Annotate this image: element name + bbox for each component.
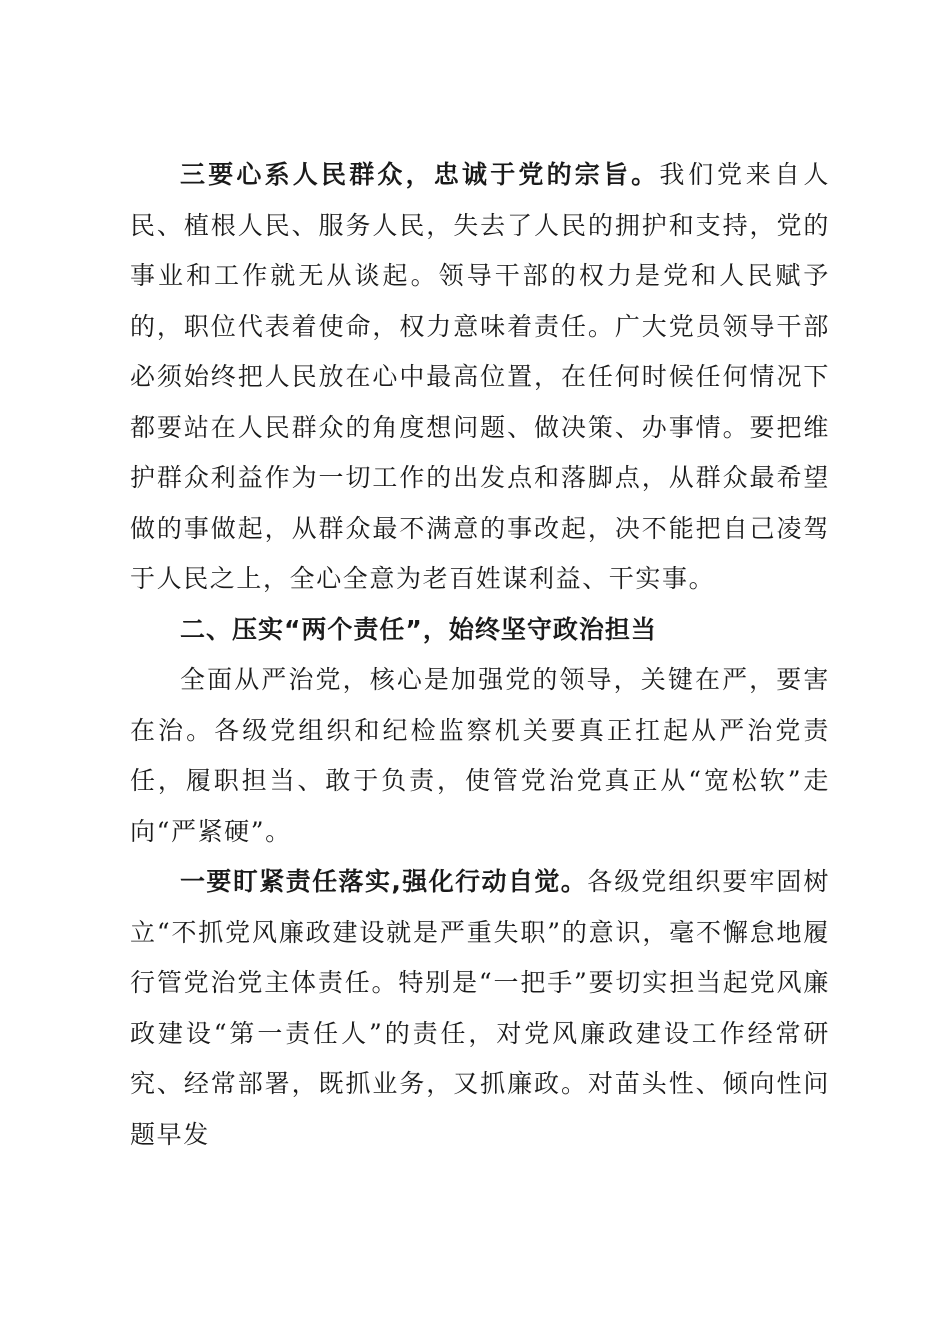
paragraph-body: 各级党组织要牢固树立“不抓党风廉政建设就是严重失职”的意识，毫不懈怠地履行管党治党主体责任。特别是“一把手”要切实担当起党风廉政建设“第一责任人”的责任，对党风廉政建设工作经常研究、经常部署，既抓业务，又抓廉政。对苗头性、倾向性问题早发 bbox=[130, 867, 830, 1149]
paragraph-lead: 三要心系人民群众，忠诚于党的宗旨。 bbox=[180, 160, 660, 189]
paragraph-strict-governance bbox=[130, 655, 830, 857]
paragraph-responsibility bbox=[130, 857, 830, 1160]
paragraph-lead: 一要盯紧责任落实,强化行动自觉。 bbox=[180, 867, 588, 896]
paragraph-body: 我们党来自人民、植根人民、服务人民，失去了人民的拥护和支持，党的事业和工作就无从谈起。领导干部的权力是党和人民赋予的，职位代表着使命，权力意味着责任。广大党员领导干部必须始终把人民放在心中最高位置，在任何时候任何情况下都要站在人民群众的角度想问题、做决策、办事情。要把维护群众利益作为一切工作的出发点和落脚点，从群众最希望做的事做起，从群众最不满意的事改起，决不能把自己凌驾于人民之上，全心全意为老百姓谋利益、干实事。 bbox=[130, 160, 830, 593]
paragraph-people bbox=[130, 150, 830, 605]
paragraph-body: 全面从严治党，核心是加强党的领导，关键在严，要害在治。各级党组织和纪检监察机关要真正扛起从严治党责任，履职担当、敢于负责，使管党治党真正从“宽松软”走向“严紧硬”。 bbox=[130, 665, 830, 846]
document-page bbox=[130, 150, 830, 1160]
section-heading: 二、压实“两个责任”，始终坚守政治担当 bbox=[180, 614, 657, 644]
